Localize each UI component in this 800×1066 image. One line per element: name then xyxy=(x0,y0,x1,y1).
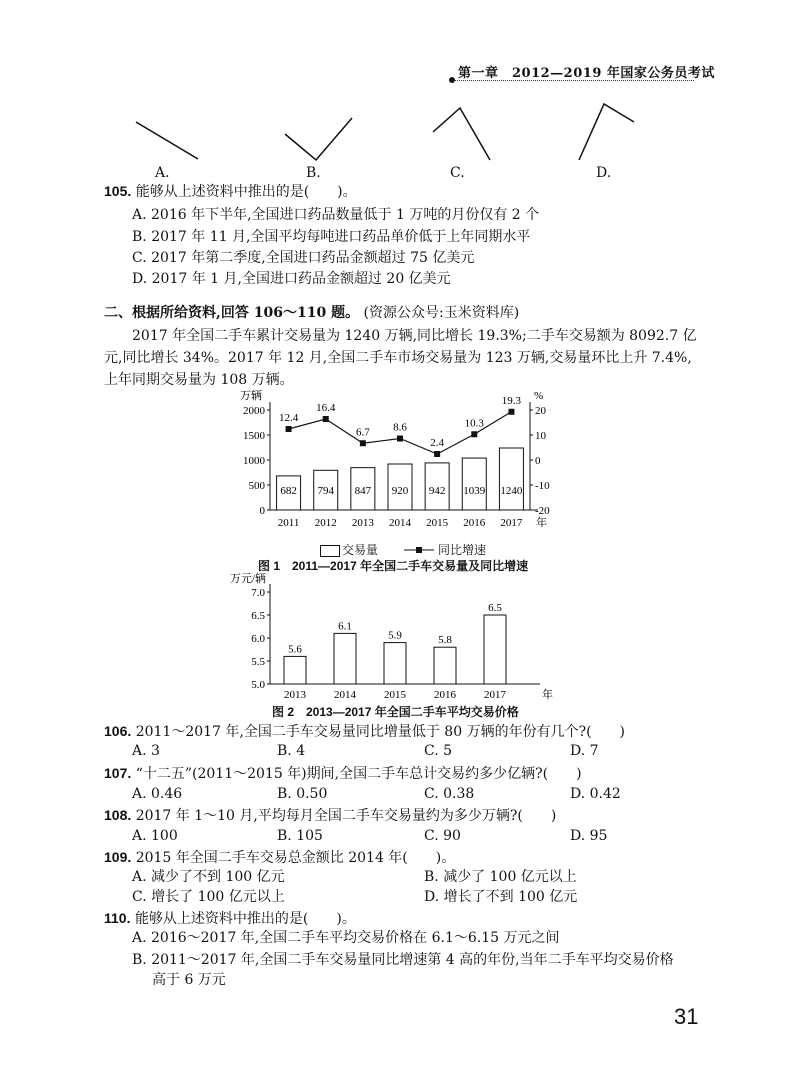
rate-point xyxy=(323,416,329,422)
rate-value-label: 10.3 xyxy=(464,417,484,430)
bar-value-label: 5.8 xyxy=(438,634,452,647)
bar xyxy=(384,643,406,684)
question-stem: 2015 年全国二手车交易总金额比 2014 年( )。 xyxy=(135,850,456,866)
x-tick-label: 2013 xyxy=(351,517,374,529)
rate-point xyxy=(434,451,440,457)
shape-a xyxy=(136,122,198,159)
option-b: B. 减少了 100 亿元以上 xyxy=(424,869,577,885)
bar xyxy=(484,615,506,684)
right-axis-label: % xyxy=(534,390,544,402)
question-110 xyxy=(104,909,356,928)
shape-label-b: B. xyxy=(306,165,321,181)
option-a: A. 3 xyxy=(132,743,160,759)
option-105a: A. 2016 年下半年,全国进口药品数量低于 1 万吨的月份仅有 2 个 xyxy=(132,207,540,223)
option-b: B. 0.50 xyxy=(277,786,328,802)
rate-value-label: 8.6 xyxy=(393,421,407,434)
shape-label-a: A. xyxy=(155,165,170,181)
chart-1 xyxy=(230,385,570,545)
x-tick-label: 2016 xyxy=(463,517,486,529)
bar-value-label: 1039 xyxy=(463,485,486,497)
section-title: 二、根据所给资料,回答 106～110 题。 xyxy=(104,305,360,321)
rate-value-label: 6.7 xyxy=(355,426,370,439)
question-stem: 能够从上述资料中推出的是( )。 xyxy=(134,911,356,927)
question-105 xyxy=(104,182,357,201)
y-tick-label: 6.0 xyxy=(251,633,265,645)
question-number: 109. xyxy=(104,849,132,865)
question-number: 106. xyxy=(104,723,132,739)
left-axis-label: 万辆 xyxy=(240,390,262,402)
x-tick-label: 2014 xyxy=(389,517,411,529)
material-line-2: 元,同比增长 34%。2017 年 12 月,全国二手车市场交易量为 123 万辆,交易量环比上升 7.4%, xyxy=(104,350,692,366)
bar xyxy=(284,656,306,684)
option-a: A. 100 xyxy=(132,828,178,844)
right-tick-label: 10 xyxy=(535,430,546,442)
page-number: 31 xyxy=(674,1004,699,1029)
y-tick-label: 5.0 xyxy=(251,679,265,691)
x-tick-label: 2015 xyxy=(426,517,449,529)
option-c: C. 5 xyxy=(424,743,453,759)
shape-d xyxy=(579,104,634,160)
option-c: C. 0.38 xyxy=(424,786,475,802)
left-tick-label: 1000 xyxy=(243,455,265,467)
question-number: 105. xyxy=(104,183,132,199)
option-b-continued: 高于 6 万元 xyxy=(152,972,226,988)
x-tick-label: 2015 xyxy=(384,689,406,701)
rate-point xyxy=(508,409,514,415)
header-rule xyxy=(454,80,694,81)
question-109 xyxy=(104,848,455,867)
shape-label-d: D. xyxy=(596,165,612,181)
bar-value-label: 6.1 xyxy=(338,620,352,633)
right-tick-label: -20 xyxy=(535,505,550,517)
bar-value-label: 6.5 xyxy=(488,602,502,614)
chart-2 xyxy=(230,570,560,705)
question-stem: “十二五”(2011～2015 年)期间,全国二手车总计交易约多少亿辆?( ) xyxy=(135,766,582,782)
x-tick-label: 2011 xyxy=(277,517,300,529)
option-d: D. 增长了不到 100 亿元 xyxy=(424,889,578,905)
option-105b: B. 2017 年 11 月,全国平均每吨进口药品单价低于上年同期水平 xyxy=(132,229,531,245)
bar-value-label: 5.9 xyxy=(388,629,402,642)
legend-bar-label: 交易量 xyxy=(342,543,379,557)
section-heading xyxy=(104,304,519,322)
option-d: D. 7 xyxy=(570,743,599,759)
x-tick-label: 2014 xyxy=(334,689,356,701)
question-stem: 2011～2017 年,全国二手车交易量同比增量低于 80 万辆的年份有几个?( ) xyxy=(135,724,626,740)
legend-bar-swatch xyxy=(320,545,340,557)
legend-line-label: 同比增速 xyxy=(438,543,487,557)
shape-c xyxy=(433,108,490,160)
bar xyxy=(499,448,523,510)
chart-1-title: 图 1 2011—2017 年全国二手车交易量及同比增速 xyxy=(258,559,529,573)
left-tick-label: 1500 xyxy=(243,430,265,442)
option-b: B. 2011～2017 年,全国二手车交易量同比增速第 4 高的年份,当年二手车平均交易价格 xyxy=(132,952,674,968)
x-tick-label: 2012 xyxy=(314,517,337,529)
bar-value-label: 942 xyxy=(428,485,446,497)
bar-value-label: 847 xyxy=(354,485,372,497)
option-a: A. 2016～2017 年,全国二手车平均交易价格在 6.1～6.15 万元之间 xyxy=(132,930,560,946)
question-107 xyxy=(104,764,582,783)
option-105d: D. 2017 年 1 月,全国进口药品金额超过 20 亿美元 xyxy=(132,271,451,287)
rate-value-label: 12.4 xyxy=(278,412,299,424)
right-tick-label: 20 xyxy=(535,405,546,417)
question-106 xyxy=(104,722,625,741)
question-number: 107. xyxy=(104,765,132,781)
rate-value-label: 2.4 xyxy=(430,437,445,449)
rate-point xyxy=(471,431,477,437)
x-unit-label: 年 xyxy=(542,689,553,701)
option-a: A. 0.46 xyxy=(132,786,183,802)
y-axis-label: 万元/辆 xyxy=(230,573,267,585)
bar xyxy=(434,647,456,684)
option-105c: C. 2017 年第二季度,全国进口药品金额超过 75 亿美元 xyxy=(132,250,475,266)
option-a: A. 减少了不到 100 亿元 xyxy=(132,869,285,885)
bar-value-label: 1240 xyxy=(500,485,523,497)
left-tick-label: 2000 xyxy=(243,405,265,417)
x-tick-label: 2017 xyxy=(500,517,523,529)
question-number: 110. xyxy=(104,910,131,926)
right-tick-label: -10 xyxy=(535,480,550,492)
material-line-1: 2017 年全国二手车累计交易量为 1240 万辆,同比增长 19.3%;二手车交易额为 8092.7 亿 xyxy=(132,328,697,344)
bar-value-label: 5.6 xyxy=(288,643,302,656)
bar-value-label: 920 xyxy=(391,485,409,497)
y-tick-label: 5.5 xyxy=(251,656,265,668)
question-stem: 能够从上述资料中推出的是( )。 xyxy=(135,184,357,200)
shape-b xyxy=(285,118,352,160)
rate-value-label: 16.4 xyxy=(316,402,336,414)
section-source: (资源公众号:玉米资料库) xyxy=(363,305,520,321)
left-tick-label: 0 xyxy=(259,505,265,517)
y-tick-label: 6.5 xyxy=(251,610,265,622)
option-c: C. 增长了 100 亿元以上 xyxy=(132,889,285,905)
running-header: 第一章 2012—2019 年国家公务员考试 xyxy=(458,66,715,81)
option-b: B. 4 xyxy=(277,743,306,759)
bar-value-label: 794 xyxy=(317,485,334,497)
rate-point xyxy=(286,426,292,432)
option-c: C. 90 xyxy=(424,828,461,844)
question-stem: 2017 年 1～10 月,平均每月全国二手车交易量约为多少万辆?( ) xyxy=(135,808,557,824)
y-tick-label: 7.0 xyxy=(251,587,265,599)
option-d: D. 0.42 xyxy=(570,786,621,802)
x-unit-label: 年 xyxy=(536,517,547,529)
rate-point xyxy=(397,436,403,442)
question-number: 108. xyxy=(104,807,132,823)
material-line-3: 上年同期交易量为 108 万辆。 xyxy=(104,372,294,388)
shape-label-c: C. xyxy=(450,165,465,181)
shape-options xyxy=(120,96,660,186)
right-tick-label: 0 xyxy=(535,455,541,467)
chart-2-title: 图 2 2013—2017 年全国二手车平均交易价格 xyxy=(272,705,519,719)
rate-value-label: 19.3 xyxy=(501,394,522,407)
bar xyxy=(334,633,356,684)
x-tick-label: 2016 xyxy=(434,689,456,701)
question-108 xyxy=(104,806,556,825)
x-tick-label: 2013 xyxy=(284,689,306,701)
bar-value-label: 682 xyxy=(280,485,297,497)
x-tick-label: 2017 xyxy=(484,689,506,701)
legend-line-swatch xyxy=(404,545,434,555)
left-tick-label: 500 xyxy=(248,480,265,492)
option-b: B. 105 xyxy=(277,828,323,844)
option-d: D. 95 xyxy=(570,828,608,844)
rate-point xyxy=(360,440,366,446)
